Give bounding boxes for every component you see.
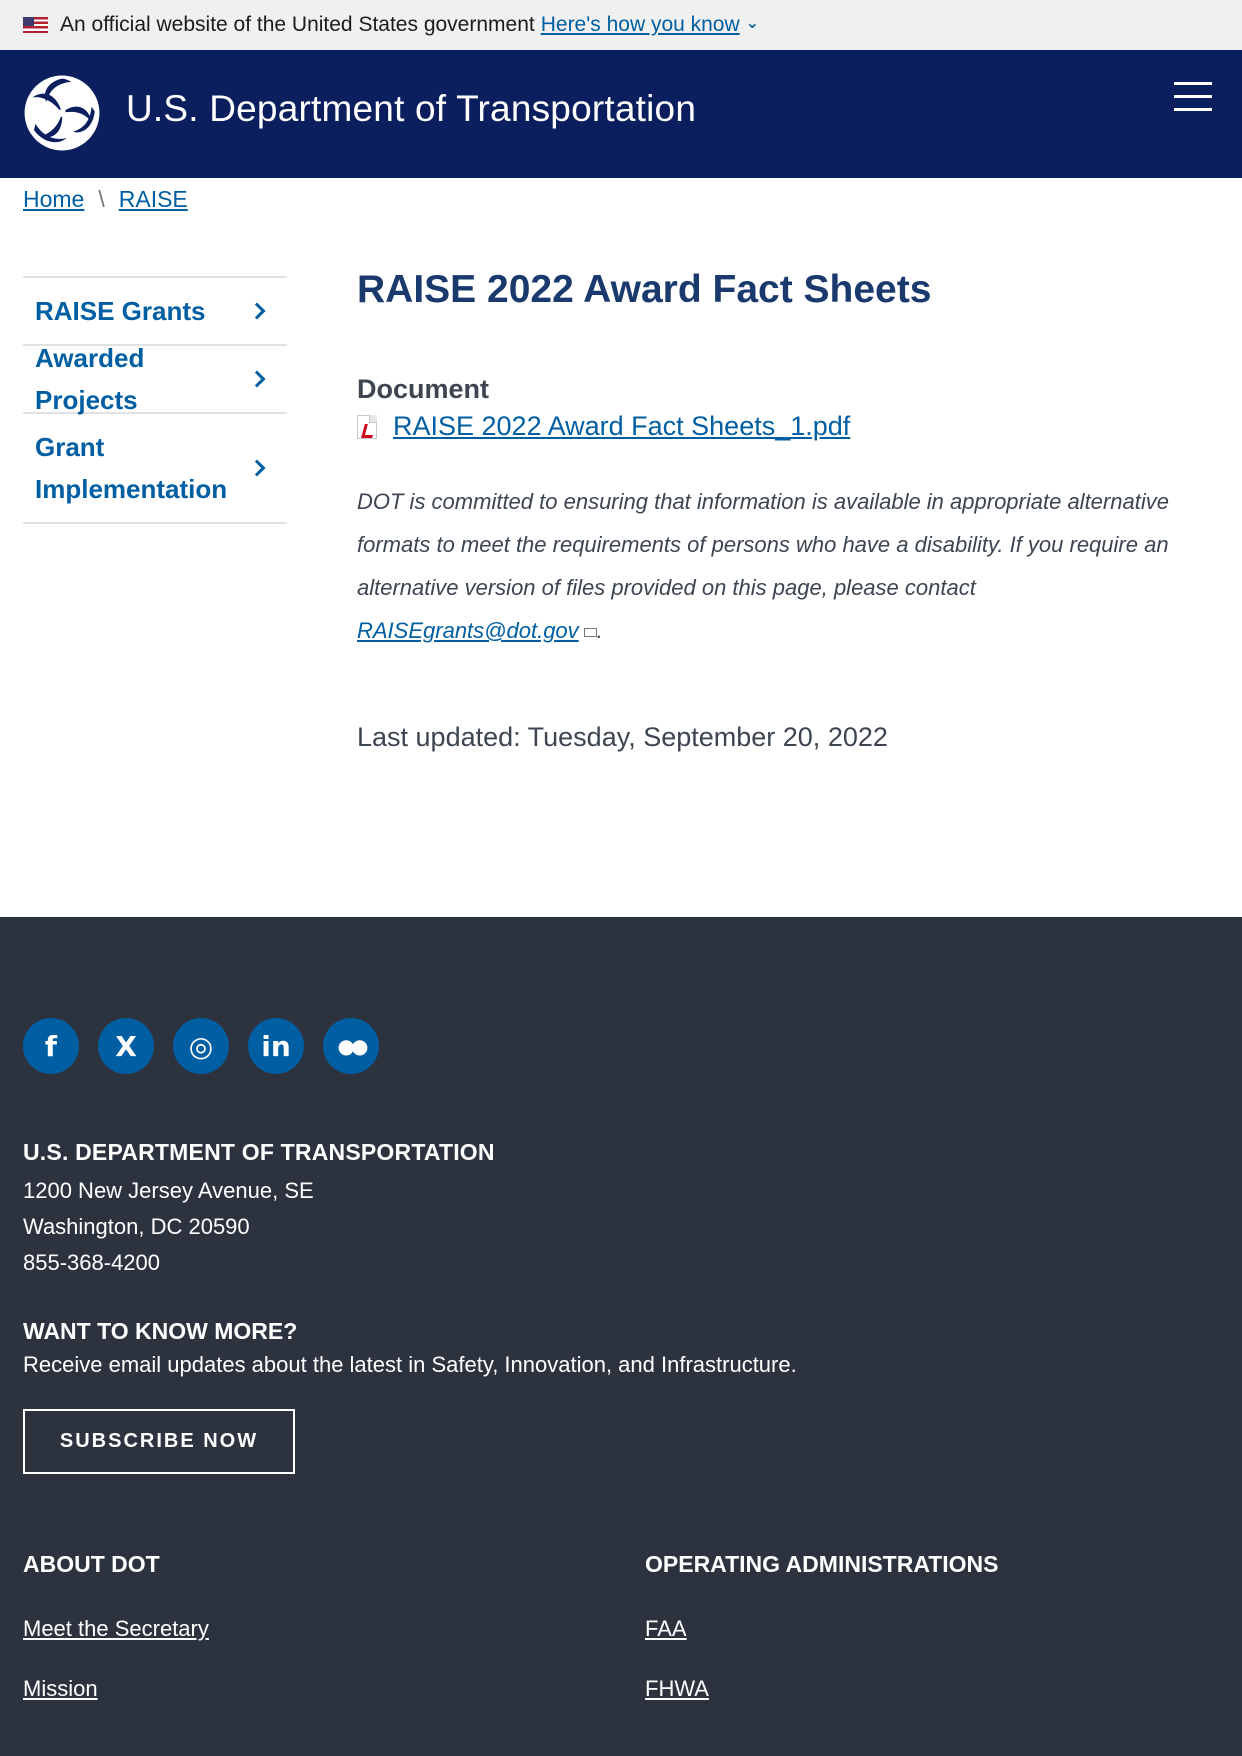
gov-banner-text: An official website of the United States government: [60, 13, 535, 36]
instagram-icon[interactable]: ◎: [173, 1018, 229, 1074]
document-row: [357, 411, 1187, 442]
raise-email-link[interactable]: RAISEgrants@dot.gov: [357, 618, 579, 643]
us-flag-icon: [23, 17, 48, 33]
about-dot-heading: ABOUT DOT: [23, 1551, 160, 1577]
breadcrumb-home-link[interactable]: Home: [23, 186, 85, 212]
pdf-file-icon: [357, 415, 377, 439]
document-label: Document: [357, 374, 490, 404]
address-line-1: 1200 New Jersey Avenue, SE: [23, 1178, 314, 1203]
chevron-down-icon[interactable]: ⌄: [745, 15, 760, 32]
mail-icon: [584, 628, 597, 637]
site-title[interactable]: U.S. Department of Transportation: [126, 88, 697, 129]
notice-line-1: DOT is committed to ensuring that information is available in appropriate alternative: [357, 489, 1169, 514]
operating-administrations-heading: OPERATING ADMINISTRATIONS: [645, 1551, 999, 1577]
dot-logo-icon[interactable]: [23, 74, 101, 152]
chevron-right-icon: [249, 371, 266, 388]
meet-the-secretary-link[interactable]: Meet the Secretary: [23, 1616, 209, 1641]
document-download-link[interactable]: RAISE 2022 Award Fact Sheets_1.pdf: [393, 411, 851, 441]
chevron-right-icon: [249, 460, 266, 477]
breadcrumb-raise-link[interactable]: RAISE: [118, 186, 188, 212]
main-content: [357, 268, 1187, 753]
page-title: RAISE 2022 Award Fact Sheets: [357, 268, 932, 311]
last-updated: Last updated: Tuesday, September 20, 2022: [357, 722, 888, 752]
sidebar-item-label-line1: Grant: [35, 432, 105, 462]
site-footer: [0, 917, 1242, 1756]
heres-how-you-know-link[interactable]: Here's how you know: [540, 13, 740, 36]
facebook-icon[interactable]: f: [23, 1018, 79, 1074]
medium-icon[interactable]: ●●: [323, 1018, 379, 1074]
sidebar-item-label: RAISE Grants: [35, 296, 206, 326]
sidebar-item-grant-implementation[interactable]: [23, 414, 287, 524]
faa-link[interactable]: FAA: [645, 1616, 687, 1641]
footer-about-column: [23, 1551, 209, 1736]
subscribe-button[interactable]: SUBSCRIBE NOW: [23, 1409, 295, 1474]
sidebar-item-label: Awarded Projects: [35, 343, 145, 415]
menu-icon[interactable]: [1172, 80, 1214, 114]
x-twitter-icon[interactable]: X: [98, 1018, 154, 1074]
fhwa-link[interactable]: FHWA: [645, 1676, 709, 1701]
email-updates-description: Receive email updates about the latest in Safety, Innovation, and Infrastructure.: [23, 1352, 797, 1377]
notice-end: .: [596, 618, 603, 643]
notice-line-3: alternative version of files provided on this page, please contact: [357, 575, 976, 600]
want-to-know-more-heading: WANT TO KNOW MORE?: [23, 1318, 298, 1344]
sidebar-item-awarded-projects[interactable]: [23, 343, 287, 415]
side-navigation: [23, 276, 287, 524]
accessibility-notice: [357, 480, 1187, 652]
sidebar-item-label: [35, 426, 227, 510]
chevron-right-icon: [249, 303, 266, 320]
breadcrumb: [23, 186, 188, 213]
social-links: [23, 1018, 379, 1074]
site-header: [0, 50, 1242, 178]
notice-line-2: formats to meet the requirements of persons who have a disability. If you require an: [357, 532, 1169, 557]
phone-number: 855-368-4200: [23, 1250, 161, 1275]
address-line-2: Washington, DC 20590: [23, 1214, 250, 1239]
linkedin-icon[interactable]: in: [248, 1018, 304, 1074]
breadcrumb-separator: \: [98, 186, 105, 212]
mission-link[interactable]: Mission: [23, 1676, 98, 1701]
sidebar-item-raise-grants[interactable]: [23, 278, 287, 346]
footer-org-name: U.S. DEPARTMENT OF TRANSPORTATION: [23, 1139, 495, 1165]
footer-address: [23, 1173, 314, 1281]
gov-banner: [0, 0, 1242, 50]
footer-opadmin-column: [645, 1551, 999, 1736]
sidebar-item-label-line2: Implementation: [35, 474, 228, 504]
